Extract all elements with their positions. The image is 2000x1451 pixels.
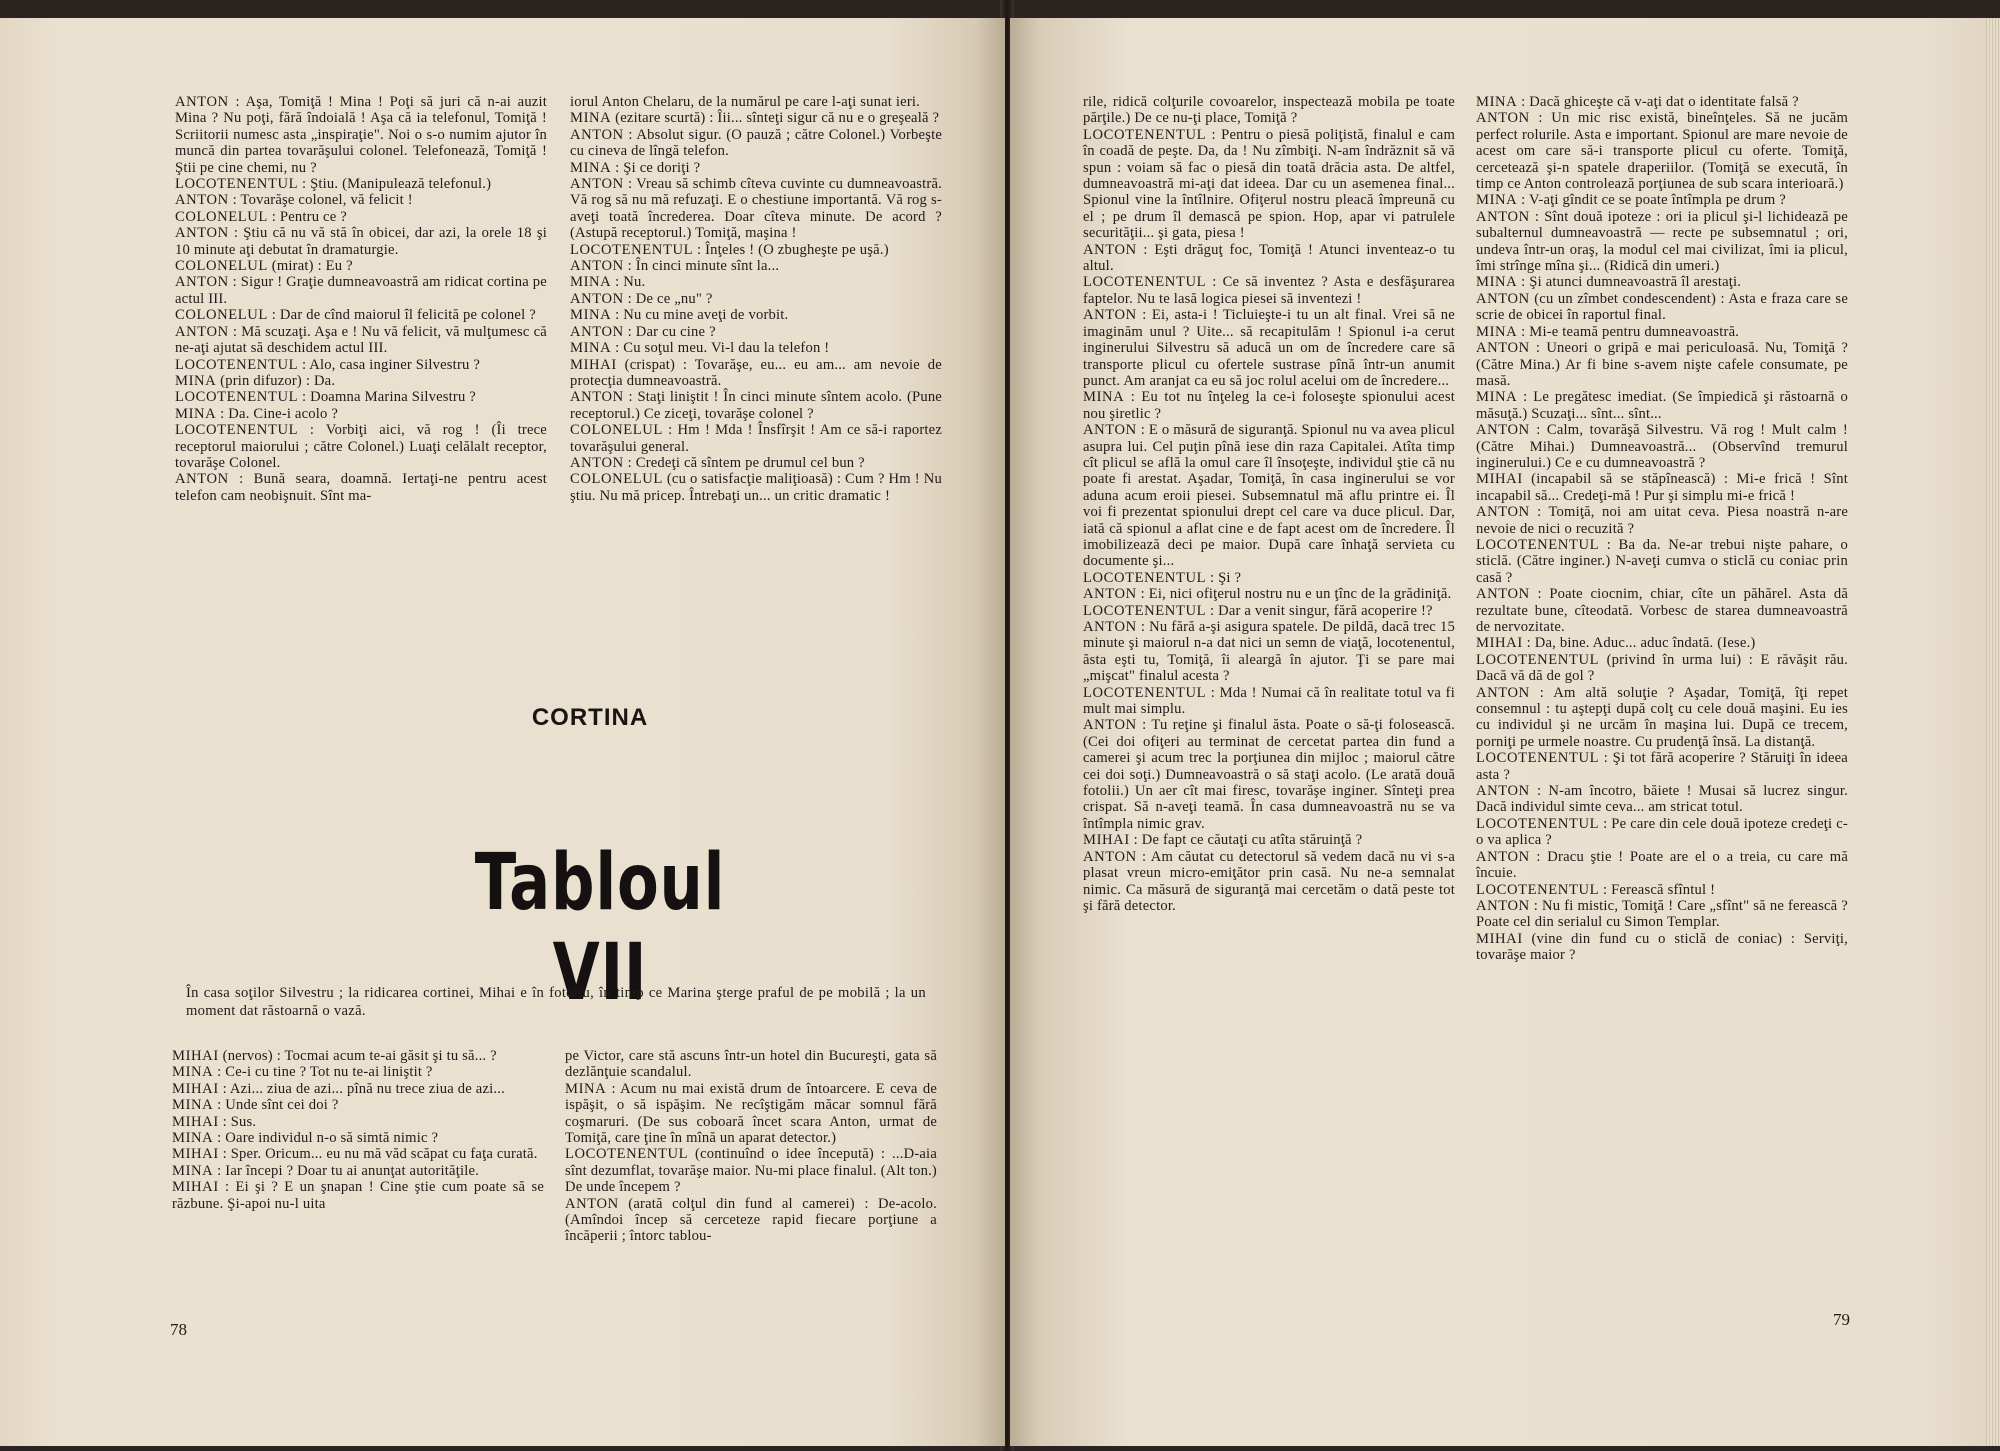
dialogue-line: MIHAI : Azi... ziua de azi... pînă nu trece ziua de azi... <box>172 1080 505 1097</box>
dialogue-line: MINA : Le pregătesc imediat. (Se împiedică şi răstoarnă o măsuţă.) Scuzaţi... sînt... sînt... <box>1476 389 1848 422</box>
dialogue-line: ANTON : Tu reţine şi finalul ăsta. Poate o să-ţi folosească. (Cei doi ofiţeri au terminat de cercetat partea din fund a camerei şi acum trec la porţiunea din mijloc ; maiorul către cei doi soţi.) Dumneavoastră o să staţi acolo. (Le arată două fotolii.) Un aer cît mai firesc, tovarăşe inginer. Sînteţi prea crispat. Să n-aveţi teamă. În casa dumneavoastră nu se va întîmpla nimic grav. <box>1083 717 1455 832</box>
dialogue-line: iorul Anton Chelaru, de la numărul pe care l-aţi sunat ieri. <box>570 94 920 110</box>
scene-intro: În casa soţilor Silvestru ; la ridicarea cortinei, Mihai e în fotoliu, în timp ce Marina şterge praful de pe mobilă ; la un moment dat răstoarnă o vază. <box>186 985 926 1019</box>
dialogue-line: ANTON : Credeţi că sîntem pe drumul cel bun ? <box>570 454 865 471</box>
dialogue-line: ANTON : De ce „nu" ? <box>570 290 713 307</box>
dialogue-line: ANTON : E o măsură de siguranţă. Spionul nu va avea plicul asupra lui. Cel puţin pînă iese din raza Capitalei. Atîta timp cît plicul se află la omul care îl însoţeşte, individul ştie că nu poate fi arestat. Aşadar, Tomiţă, în casa inginerului se vor aduna acum eroii piesei. Subsemnatul mă aflu printre ei. Îl voi fi prezentat spionului drept cel care va duce plicul. Dar, iată că spionul a aflat cine e de fapt acest om de încredere. Îl imobilizează deci pe maior. După care înhaţă servieta cu documente şi... <box>1083 422 1455 570</box>
dialogue-line: ANTON : Am căutat cu detectorul să vedem dacă nu vi s-a plasat vreun micro-emiţător prin casă. Nu ne-a semnalat nimic. Ca măsură de siguranţă mai cercetăm o dată peste tot şi fără detector. <box>1083 848 1455 914</box>
page-number-right: 79 <box>1833 1310 1850 1329</box>
dialogue-line: MIHAI (vine din fund cu o sticlă de coniac) : Serviţi, tovarăşe maior ? <box>1476 930 1848 964</box>
left-page <box>0 18 1005 1446</box>
dialogue-line: MINA : Da. Cine-i acolo ? <box>175 405 339 422</box>
dialogue-line: MINA : Eu tot nu înţeleg la ce-i foloseşte spionului acest nou şiretlic ? <box>1083 389 1455 422</box>
dialogue-line: LOCOTENENTUL (privind în urma lui) : E răvăşit rău. Dacă vă dă de gol ? <box>1476 651 1848 685</box>
page-edges <box>1986 18 2000 1446</box>
dialogue-line: ANTON : Sînt două ipoteze : ori ia plicul şi-l lichidează pe subalternul dumneavoastră — recte pe subsemnatul ; ori, undeva într-un oraş, la modul cel mai civilizat, îmi ia plicul, îmi strînge mîna şi... (Ridică din umeri.) <box>1476 208 1848 275</box>
dialogue-line: ANTON : Staţi liniştit ! În cinci minute sîntem acolo. (Pune receptorul.) Ce ziceţi, tovarăşe colonel ? <box>570 389 942 422</box>
right-column-1 <box>1083 94 1455 914</box>
dialogue-line: MIHAI : Sus. <box>172 1113 257 1130</box>
left-column-bottom-1 <box>172 1048 544 1212</box>
dialogue-line: MIHAI (nervos) : Tocmai acum te-ai găsit şi tu să... ? <box>172 1048 497 1064</box>
dialogue-line: ANTON : Calm, tovarăşă Silvestru. Vă rog ! Mult calm ! (Către Mihai.) Dumneavoastră... (Observînd tremurul inginerului.) Ce e cu dumneavoastră ? <box>1476 422 1848 471</box>
left-column-top-2 <box>570 94 942 504</box>
dialogue-line: ANTON : Eşti drăguţ foc, Tomiţă ! Atunci inventeaz-o tu altul. <box>1083 241 1455 275</box>
dialogue-line: pe Victor, care stă ascuns într-un hotel din Bucureşti, gata să dezlănţuie scandalul. <box>565 1048 937 1081</box>
dialogue-line: ANTON : Poate ciocnim, chiar, cîte un păhărel. Asta dă rezultate bune, cîteodată. Vorbesc de starea dumneavoastră de nervozitate. <box>1476 586 1848 635</box>
dialogue-line: ANTON : Mă scuzaţi. Aşa e ! Nu vă felicit, vă mulţumesc că ne-aţi ajutat să deschidem actul III. <box>175 323 547 357</box>
dialogue-line: LOCOTENENTUL : Înţeles ! (O zbugheşte pe uşă.) <box>570 241 889 258</box>
dialogue-line: ANTON : Uneori o gripă e mai periculoasă. Nu, Tomiţă ? (Către Mina.) Ar fi bine s-avem nişte cafele consumate, pe masă. <box>1476 340 1848 389</box>
dialogue-line: MINA : V-aţi gîndit ce se poate întîmpla pe drum ? <box>1476 192 1786 209</box>
dialogue-line: LOCOTENENTUL : Ba da. Ne-ar trebui nişte pahare, o sticlă. (Către inginer.) N-aveţi cumva o sticlă cu coniac prin casă ? <box>1476 536 1848 586</box>
dialogue-line: MIHAI (crispat) : Tovarăşe, eu... eu am... am nevoie de protecţia dumneavoastră. <box>570 356 942 389</box>
dialogue-line: ANTON : Ei, nici ofiţerul nostru nu e un ţînc de la grădiniţă. <box>1083 586 1452 603</box>
dialogue-line: ANTON : Tomiţă, noi am uitat ceva. Piesa noastră n-are nevoie de nici o recuzită ? <box>1476 504 1848 537</box>
right-column-2 <box>1476 94 1848 964</box>
dialogue-line: ANTON : Am altă soluţie ? Aşadar, Tomiţă, îţi repet consemnul : tu aştepţi după colţ cu cele două maşini. Eu ies cu individul şi ne urcăm în maşina lui. După ce trecem, porniţi pe urmele noastre. Cu prudenţă însă. La distanţă. <box>1476 684 1848 750</box>
dialogue-line: LOCOTENENTUL : Mda ! Numai că în realitate totul va fi mult mai simplu. <box>1083 684 1455 718</box>
dialogue-line: MINA : Unde sînt cei doi ? <box>172 1097 339 1114</box>
dialogue-line: ANTON : Bună seara, doamnă. Iertaţi-ne pentru acest telefon cam neobişnuit. Sînt ma- <box>175 471 547 504</box>
dialogue-line: MIHAI : Da, bine. Aduc... aduc îndată. (Iese.) <box>1476 635 1756 652</box>
dialogue-line: COLONELUL (mirat) : Eu ? <box>175 258 353 275</box>
dialogue-line: ANTON : Ştiu că nu vă stă în obicei, dar azi, la orele 18 şi 10 minute aţi debutat în dramaturgie. <box>175 225 547 258</box>
dialogue-line: ANTON : În cinci minute sînt la... <box>570 258 780 275</box>
dialogue-line: ANTON : Ei, asta-i ! Ticluieşte-i tu un alt final. Vrei să ne imaginăm unul ? Uite... să recapitulăm ! Spionul i-a cerut inginerului Silvestru să aducă un om de încredere care să transporte plicul cu ofertele sustrase pînă într-un anumit punct. Am aranjat ca eu să joc rolul acelui om de încredere... <box>1083 307 1455 389</box>
dialogue-line: LOCOTENENTUL : Alo, casa inginer Silvestru ? <box>175 356 481 373</box>
dialogue-line: ANTON : Nu fără a-şi asigura spatele. De pildă, dacă trec 15 minute şi maiorul n-a dat nici un semn de viaţă, locotenentul, ăsta eşti tu, Tomiţă, îi aleargă în ajutor. Ţi se pare mai „mişcat" finalul acesta ? <box>1083 619 1455 685</box>
dialogue-line: MINA : Cu soţul meu. Vi-l dau la telefon ! <box>570 340 830 357</box>
dialogue-line: LOCOTENENTUL : Ce să inventez ? Asta e desfăşurarea faptelor. Nu te lasă logica piesei să inventezi ! <box>1083 274 1455 307</box>
dialogue-line: LOCOTENENTUL : Şi ? <box>1083 569 1242 586</box>
dialogue-line: ANTON : Un mic risc există, bineînţeles. Să ne jucăm perfect rolurile. Asta e important. Spionul are mare nevoie de acest om care să-i transporte plicul cu oferte. Tomiţă, cercetează şi-n spatele draperiilor. (Tomiţă se execută, în timp ce Anton controlează porţiunea de sub scara interioară.) <box>1476 110 1848 193</box>
dialogue-line: MINA : Dacă ghiceşte că v-aţi dat o identitate falsă ? <box>1476 94 1799 110</box>
dialogue-line: MIHAI : De fapt ce căutaţi cu atîta stăruinţă ? <box>1083 832 1363 849</box>
dialogue-line: ANTON : Absolut sigur. (O pauză ; către Colonel.) Vorbeşte cu cineva de lîngă telefon. <box>570 126 942 160</box>
dialogue-line: LOCOTENENTUL : Ştiu. (Manipulează telefonul.) <box>175 176 492 193</box>
dialogue-line: ANTON (cu un zîmbet condescendent) : Asta e fraza care se scrie de obicei în raportul final. <box>1476 290 1848 324</box>
dialogue-line: ANTON : N-am încotro, băiete ! Musai să lucrez singur. Dacă individul simte ceva... am stricat totul. <box>1476 783 1848 816</box>
dialogue-line: MINA : Iar începi ? Doar tu ai anunţat autorităţile. <box>172 1162 480 1179</box>
dialogue-line: ANTON (arată colţul din fund al camerei) : De-acolo. (Amîndoi încep să cerceteze rapid fiecare porţiune a încăperii ; întorc tablou- <box>565 1195 937 1245</box>
dialogue-line: ANTON : Nu fi mistic, Tomiţă ! Care „sfînt" să ne ferească ? Poate cel din serialul cu Simon Templar. <box>1476 897 1848 931</box>
dialogue-line: ANTON : Dracu ştie ! Poate are el o a treia, cu care mă încuie. <box>1476 848 1848 882</box>
dialogue-line: MINA : Şi atunci dumneavoastră îl arestaţi. <box>1476 274 1742 291</box>
dialogue-line: LOCOTENENTUL : Şi tot fără acoperire ? Stăruiţi în ideea asta ? <box>1476 750 1848 783</box>
dialogue-line: LOCOTENENTUL (continuînd o idee începută) : ...D-aia sînt dezumflat, tovarăşe maior. Nu-mi place finalul. (Alt ton.) De unde începem ? <box>565 1146 937 1196</box>
dialogue-line: ANTON : Aşa, Tomiţă ! Mina ! Poţi să juri că n-ai auzit Mina ? Nu poţi, fără îndoială ! Aşa că ia telefonul, Tomiţă ! Scriitorii numesc asta „inspiraţie". Noi o s-o numim ajutor în muncă din partea tovarăşului colonel. Telefonează, Tomiţă ! Ştii pe cine chemi, nu ? <box>175 94 547 176</box>
dialogue-line: MINA : Şi ce doriţi ? <box>570 159 701 176</box>
dialogue-line: ANTON : Vreau să schimb cîteva cuvinte cu dumneavoastră. Vă rog să nu mă refuzaţi. E o chestiune importantă. Vă rog s-aveţi toată încrederea. Doar cîteva minute. De acord ? (Astupă receptorul.) Tomiţă, maşina ! <box>570 176 942 242</box>
dialogue-line: COLONELUL : Hm ! Mda ! Însfîrşit ! Am ce să-i raportez tovarăşului general. <box>570 422 942 455</box>
dialogue-line: LOCOTENENTUL : Doamna Marina Silvestru ? <box>175 389 476 406</box>
dialogue-line: MIHAI : Ei şi ? E un şnapan ! Cine ştie cum poate să se răzbune. Şi-apoi nu-l uita <box>172 1179 544 1212</box>
dialogue-line: COLONELUL (cu o satisfacţie maliţioasă) : Cum ? Hm ! Nu ştiu. Nu mă pricep. Întrebaţi un... un critic dramatic ! <box>570 471 942 504</box>
dialogue-line: ANTON : Tovarăşe colonel, vă felicit ! <box>175 192 413 209</box>
dialogue-line: LOCOTENENTUL : Pe care din cele două ipoteze credeţi c-o va aplica ? <box>1476 815 1848 849</box>
dialogue-line: LOCOTENENTUL : Dar a venit singur, fără acoperire !? <box>1083 602 1433 619</box>
dialogue-line: COLONELUL : Dar de cînd maiorul îl felicită pe colonel ? <box>175 307 536 324</box>
left-column-top-1 <box>175 94 547 504</box>
tablou-title: Tabloul VII <box>474 838 726 1018</box>
dialogue-line: rile, ridică colţurile covoarelor, inspectează mobila pe toate părţile.) De ce nu-ţi place, Tomiţă ? <box>1083 94 1455 127</box>
dialogue-line: MIHAI (incapabil să se stăpînească) : Mi-e frică ! Sînt incapabil să... Credeţi-mă ! Pur şi simplu mi-e frică ! <box>1476 471 1848 504</box>
dialogue-line: LOCOTENENTUL : Pentru o piesă poliţistă, finalul e cam în coadă de peşte. Da, da ! Nu zîmbiţi. N-am îndrăznit să vă spun : voiam să fac o piesă din toată drăcia asta. De altfel, dumneavoastră mi-aţi dat ideea. Dar cu un asemenea final... Spionul vine la întîlnire. Ofiţerul nostru pleacă împreună cu el ; pe drum îl demască pe spion. Hop, apar vi patrulele securităţii... şi gata, piesa ! <box>1083 126 1455 242</box>
dialogue-line: MINA : Mi-e teamă pentru dumneavoastră. <box>1476 323 1740 340</box>
dialogue-line: MINA : Oare individul n-o să simtă nimic ? <box>172 1130 439 1147</box>
left-column-bottom-2 <box>565 1048 937 1245</box>
dialogue-line: ANTON : Sigur ! Graţie dumneavoastră am ridicat cortina pe actul III. <box>175 274 547 307</box>
dialogue-line: LOCOTENENTUL : Vorbiţi aici, vă rog ! (Îi trece receptorul maiorului ; către Colonel.) Luaţi celălalt receptor, tovarăşe Colonel. <box>175 422 547 471</box>
dialogue-line: MINA : Nu. <box>570 274 646 291</box>
dialogue-line: MINA : Ce-i cu tine ? Tot nu te-ai liniştit ? <box>172 1064 433 1081</box>
cortina-heading: CORTINA <box>531 704 649 731</box>
right-page <box>1010 18 2000 1446</box>
dialogue-line: MIHAI : Sper. Oricum... eu nu mă văd scăpat cu faţa curată. <box>172 1146 538 1163</box>
dialogue-line: MINA : Nu cu mine aveţi de vorbit. <box>570 307 789 324</box>
dialogue-line: ANTON : Dar cu cine ? <box>570 323 716 340</box>
dialogue-line: MINA : Acum nu mai există drum de întoarcere. E ceva de ispăşit, o să ispăşim. Ne recîştigăm măcar somnul fără coşmaruri. (De sus coboară încet scara Anton, urmat de Tomiţă, care ţine în mînă un aparat detector.) <box>565 1080 937 1147</box>
dialogue-line: COLONELUL : Pentru ce ? <box>175 208 347 225</box>
dialogue-line: MINA (prin difuzor) : Da. <box>175 372 336 389</box>
dialogue-line: MINA (ezitare scurtă) : Îii... sînteţi sigur că nu e o greşeală ? <box>570 110 940 127</box>
dialogue-line: LOCOTENENTUL : Ferească sfîntul ! <box>1476 881 1716 898</box>
page-number-left: 78 <box>170 1320 187 1339</box>
